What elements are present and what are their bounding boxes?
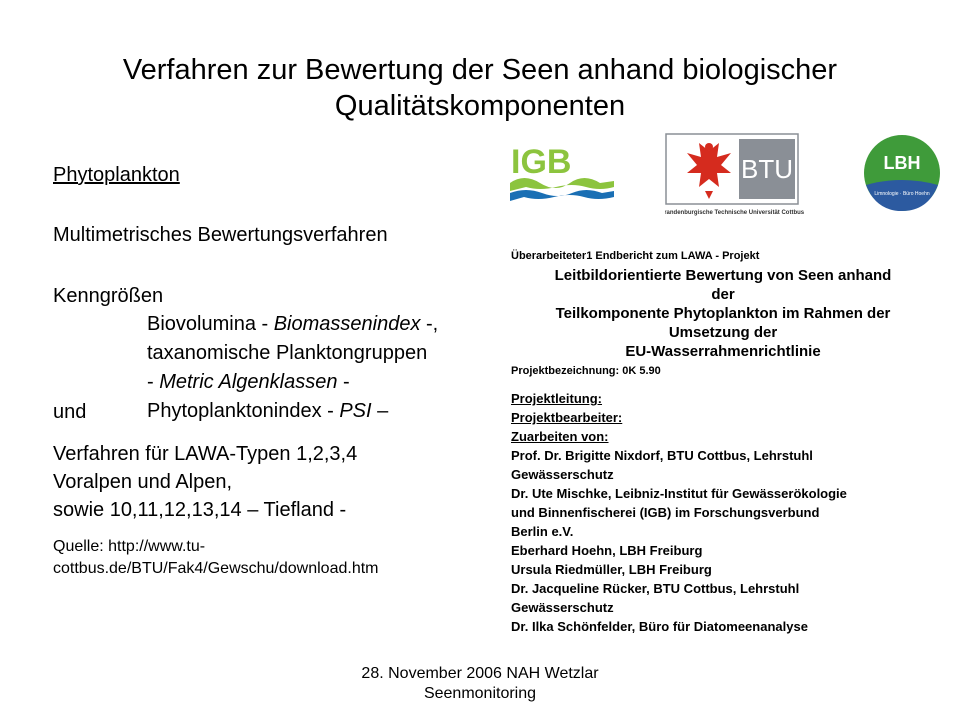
- lawa-types: [53, 440, 357, 524]
- kenngroesse-taxonomische: taxanomische Planktongruppen: [147, 342, 428, 364]
- report-title-2: der: [711, 286, 735, 303]
- types-line-2: Voralpen und Alpen,: [53, 471, 233, 493]
- k4-italic: PSI: [339, 400, 372, 422]
- credit-line: und Binnenfischerei (IGB) im Forschungsverbund: [511, 505, 820, 520]
- report-cover: [511, 249, 941, 636]
- source-note: [53, 536, 379, 580]
- title-line-2: Qualitätskomponenten: [334, 90, 626, 122]
- source-line-1: Quelle: http://www.tu-: [53, 538, 206, 555]
- footer-line-1: 28. November 2006 NAH Wetzlar: [361, 665, 599, 682]
- slide-footer: [280, 664, 680, 704]
- credit-line: Eberhard Hoehn, LBH Freiburg: [511, 543, 703, 558]
- credit-line: Dr. Ute Mischke, Leibniz-Institut für Gewässerökologie: [511, 486, 847, 501]
- igb-logo: [510, 143, 615, 203]
- report-title: [505, 266, 941, 361]
- credit-line: Dr. Ilka Schönfelder, Büro für Diatomeenanalyse: [511, 619, 808, 634]
- source-line-2: cottbus.de/BTU/Fak4/Gewschu/download.htm: [53, 560, 379, 577]
- report-staff-label: Projektbearbeiter:: [511, 410, 623, 425]
- k1-text: Biovolumina -: [147, 313, 274, 335]
- k4-text: Phytoplanktonindex -: [147, 400, 340, 422]
- kenngroesse-metric: [147, 371, 350, 394]
- lbh-logo-graphic: [862, 133, 942, 213]
- k3-italic: Metric Algenklassen: [159, 371, 338, 393]
- btu-logo-text: BTU: [741, 154, 793, 184]
- credit-line: Ursula Riedmüller, LBH Freiburg: [511, 562, 712, 577]
- credit-line: Berlin e.V.: [511, 524, 574, 539]
- report-contrib-label: Zuarbeiten von:: [511, 429, 609, 444]
- credit-line: Gewässerschutz: [511, 600, 614, 615]
- lbh-logo-text: LBH: [883, 153, 921, 173]
- credit-line: Prof. Dr. Brigitte Nixdorf, BTU Cottbus, Lehrstuhl: [511, 448, 813, 463]
- slide-title: [60, 52, 900, 124]
- footer-line-2: Seenmonitoring: [423, 685, 537, 702]
- igb-wave-blue: [510, 190, 614, 201]
- title-line-1: Verfahren zur Bewertung der Seen anhand biologischer: [122, 54, 838, 86]
- k3-text: -: [147, 371, 160, 393]
- method-text: Multimetrisches Bewertungsverfahren: [53, 224, 388, 246]
- report-header: Überarbeiteter1 Endbericht zum LAWA - Projekt: [511, 250, 760, 262]
- report-title-4: Umsetzung der: [668, 324, 778, 341]
- report-credits: [511, 389, 941, 636]
- phytoplankton-heading: Phytoplankton: [53, 164, 180, 186]
- k1-tail: -,: [420, 313, 439, 335]
- report-title-3: Teilkomponente Phytoplankton im Rahmen der: [555, 305, 891, 322]
- report-title-5: EU-Wasserrahmenrichtlinie: [625, 343, 821, 360]
- lbh-subtext: Limnologie · Büro Hoehn: [874, 191, 930, 197]
- report-project-id: Projektbezeichnung: 0K 5.90: [511, 365, 661, 377]
- credit-line: Dr. Jacqueline Rücker, BTU Cottbus, Lehrstuhl: [511, 581, 800, 596]
- igb-logo-graphic: [510, 143, 615, 203]
- k1-italic: Biomassenindex: [273, 313, 421, 335]
- igb-logo-text: IGB: [511, 143, 572, 181]
- kenngroesse-psi: [147, 400, 388, 423]
- kenngroesse-biovolumina: [147, 313, 438, 336]
- types-line-1: Verfahren für LAWA-Typen 1,2,3,4: [53, 443, 358, 465]
- k4-tail: –: [371, 400, 389, 422]
- kenngroessen-label: Kenngrößen: [53, 285, 164, 307]
- types-line-3: sowie 10,11,12,13,14 – Tiefland -: [53, 499, 347, 521]
- report-title-1: Leitbildorientierte Bewertung von Seen anhand: [554, 267, 892, 284]
- k3-tail: -: [337, 371, 350, 393]
- report-lead-label: Projektleitung:: [511, 391, 603, 406]
- credit-line: Gewässerschutz: [511, 467, 614, 482]
- btu-logo-graphic: [665, 133, 805, 218]
- und-label: und: [53, 401, 87, 423]
- btu-logo: [665, 133, 805, 218]
- btu-caption: Brandenburgische Technische Universität Cottbus: [665, 210, 805, 216]
- lbh-logo: [862, 133, 942, 213]
